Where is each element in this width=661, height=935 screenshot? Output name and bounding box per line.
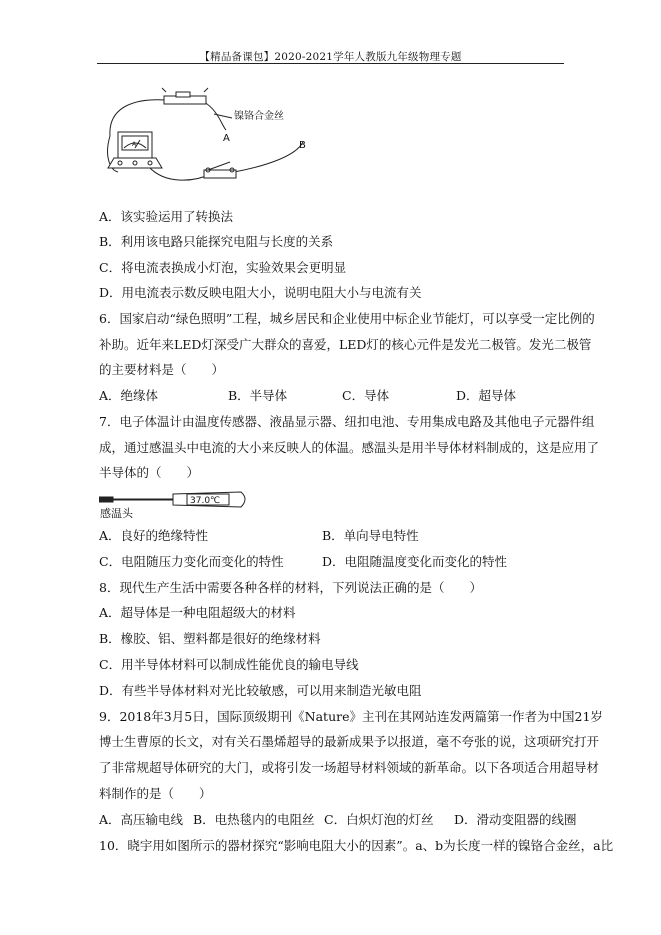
option: B．电热毯内的电阻丝 — [193, 812, 315, 827]
question-text: 半导体的（ ） — [99, 465, 200, 480]
question-text: 6．国家启动“绿色照明”工程，城乡居民和企业使用中标企业节能灯，可以享受一定比例的 — [99, 311, 595, 326]
option: D．有些半导体材料对光比较敏感，可以用来制造光敏电阻 — [99, 683, 422, 698]
option: A．良好的绝缘特性 — [99, 528, 209, 543]
question-text: 的主要材料是（ ） — [99, 362, 225, 377]
option: D．电阻随温度变化而变化的特性 — [322, 554, 508, 569]
option: B．半导体 — [228, 388, 288, 403]
option: C．用半导体材料可以制成性能优良的输电导线 — [99, 657, 359, 672]
question-text: 博士生曹原的长文，对有关石墨烯超导的最新成果予以报道，毫不夸张的说，这项研究打开 — [99, 734, 600, 749]
circuit-diagram — [96, 86, 326, 196]
label-a: A — [223, 133, 230, 144]
question-text: 7．电子体温计由温度传感器、液晶显示器、纽扣电池、专用集成电路及其他电子元器件组 — [99, 414, 595, 429]
option: B．利用该电路只能探究电阻与长度的关系 — [99, 234, 334, 249]
option: D．用电流表示数反映电阻大小，说明电阻大小与电流有关 — [99, 285, 422, 300]
question-text: 补助。近年来LED灯深受广大群众的喜爱，LED灯的核心元件是发光二极管。发光二极管 — [99, 337, 592, 352]
option: A．绝缘体 — [99, 388, 159, 403]
option: A．高压输电线 — [99, 812, 184, 827]
question-text: 9．2018年3月5日，国际顶级期刊《Nature》主刊在其网站连发两篇第一作者为中国21岁 — [99, 709, 603, 724]
label-b: B — [299, 140, 306, 151]
option: A．该实验运用了转换法 — [99, 209, 234, 224]
option: D．滑动变阻器的线圈 — [454, 812, 577, 827]
option: D．超导体 — [456, 388, 517, 403]
question-text: 8．现代生产生活中需要各种各样的材料，下列说法正确的是（ ） — [99, 580, 482, 595]
option: C．电阻随压力变化而变化的特性 — [99, 554, 284, 569]
question-text: 成，通过感温头中电流的大小来反映人的体温。感温头是用半导体材料制成的，这是应用了 — [99, 440, 600, 455]
thermometer-caption: 感温头 — [100, 507, 133, 520]
thermometer-figure — [99, 488, 249, 520]
wire-label: 镍铬合金丝 — [234, 111, 284, 122]
header-rule — [97, 63, 564, 64]
option: B．橡胶、铝、塑料都是很好的绝缘材料 — [99, 631, 321, 646]
question-text: 10．晓宇用如图所示的器材探究“影响电阻大小的因素”。a、b为长度一样的镍铬合金丝，a比 — [99, 838, 614, 853]
option: C．白炽灯泡的灯丝 — [324, 812, 434, 827]
question-text: 料制作的是（ ） — [99, 786, 212, 801]
meter-letter: A — [132, 141, 137, 148]
thermometer-display: 37.0℃ — [190, 496, 221, 506]
option: A．超导体是一种电阻超级大的材料 — [99, 605, 296, 620]
question-text: 了非常规超导体研究的大门，或将引发一场超导材料领域的新革命。以下各项适合用超导材 — [99, 760, 600, 775]
page-header: 【精品备课包】2020-2021学年人教版九年级物理专题 — [199, 51, 462, 63]
option: C．导体 — [342, 388, 390, 403]
option: B．单向导电特性 — [322, 528, 419, 543]
option: C．将电流表换成小灯泡，实验效果会更明显 — [99, 260, 347, 275]
